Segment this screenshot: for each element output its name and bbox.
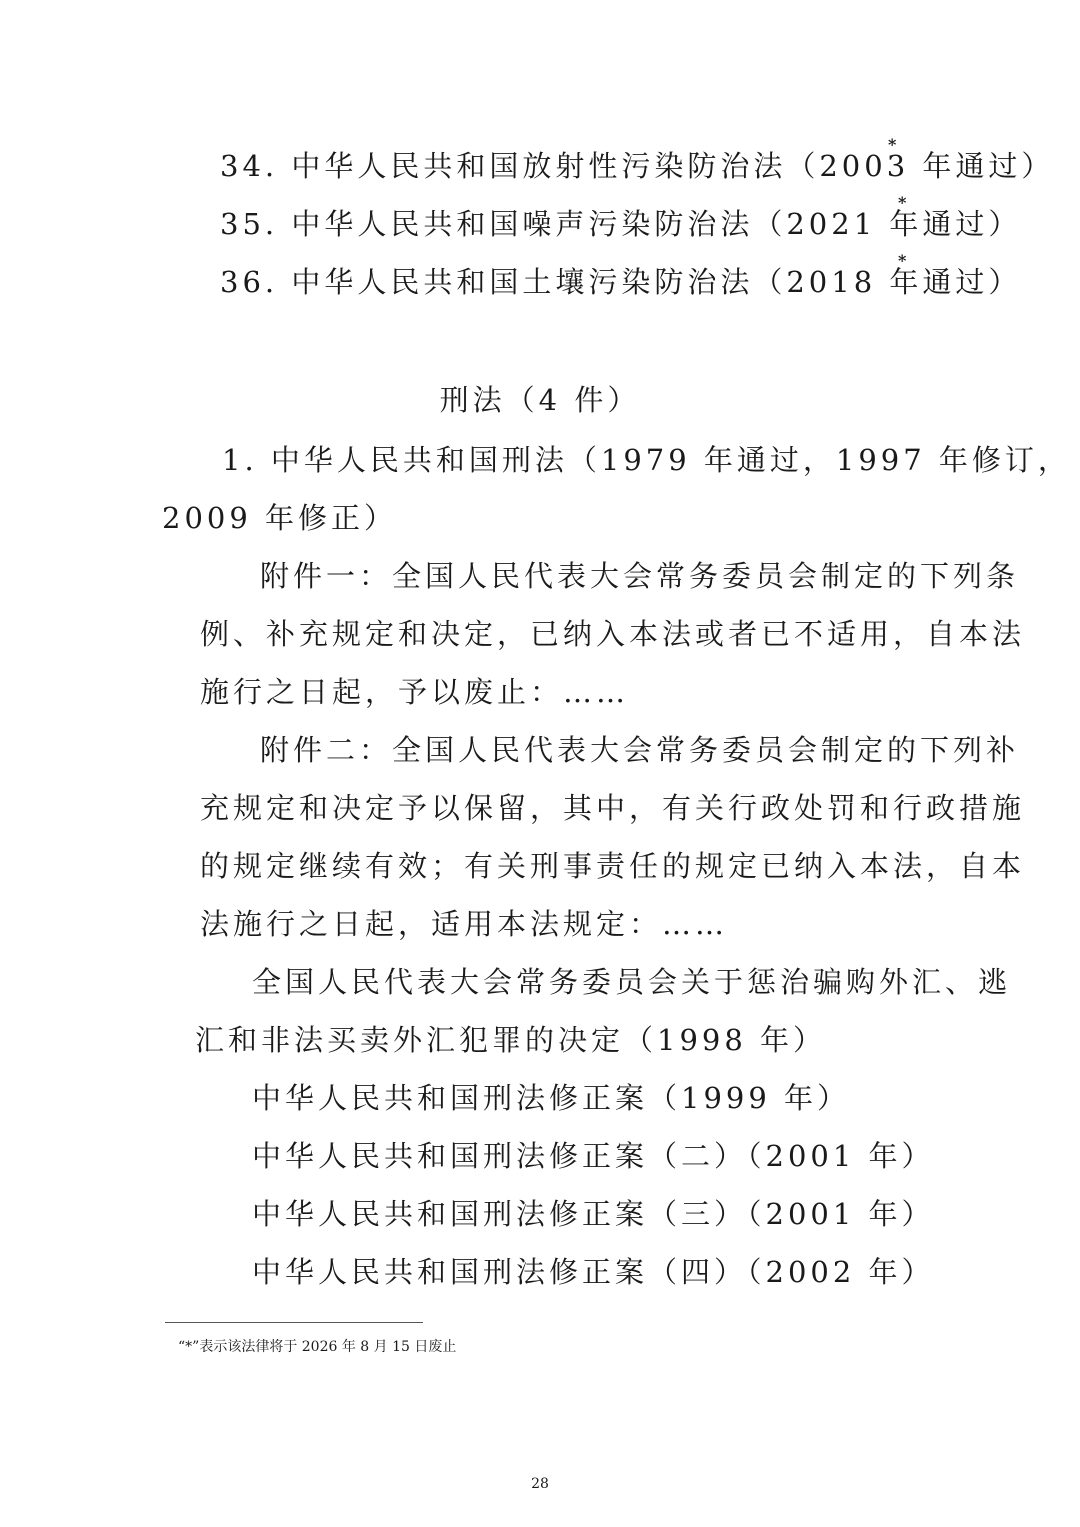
footnote-separator [165, 1322, 423, 1323]
annex-one-line: 施行之日起，予以废止：…… [200, 675, 630, 709]
section-heading: 刑法（4 件） [439, 383, 641, 417]
page-number: 28 [531, 1476, 549, 1492]
amendment-3: 中华人民共和国刑法修正案（三）（2001 年） [252, 1197, 935, 1231]
amendment-2: 中华人民共和国刑法修正案（二）（2001 年） [252, 1139, 935, 1173]
criminal-law-item-1-cont: 2009 年修正） [162, 501, 398, 535]
repeal-asterisk: * [888, 135, 897, 154]
annex-two-line: 充规定和决定予以保留，其中，有关行政处罚和行政措施 [200, 791, 1026, 825]
repeal-asterisk: * [898, 251, 907, 270]
footnote: “*”表示该法律将于 2026 年 8 月 15 日废止 [178, 1339, 457, 1355]
criminal-law-item-1: 1. 中华人民共和国刑法（1979 年通过，1997 年修订， [222, 443, 1071, 477]
law-item-35: 35. 中华人民共和国噪声污染防治法（2021 年通过） [220, 207, 1022, 241]
amendment-4: 中华人民共和国刑法修正案（四）（2002 年） [252, 1255, 935, 1289]
law-item-36: 36. 中华人民共和国土壤污染防治法（2018 年通过） [220, 265, 1022, 299]
repeal-asterisk: * [898, 193, 907, 212]
annex-two-line: 附件二：全国人民代表大会常务委员会制定的下列补 [260, 733, 1020, 767]
law-item-34: 34. 中华人民共和国放射性污染防治法（2003 年通过） [220, 149, 1055, 183]
annex-two-line: 法施行之日起，适用本法规定：…… [200, 907, 729, 941]
annex-one-line: 例、补充规定和决定，已纳入本法或者已不适用，自本法 [200, 617, 1026, 651]
annex-two-line: 的规定继续有效；有关刑事责任的规定已纳入本法，自本 [200, 849, 1026, 883]
annex-one-line: 附件一：全国人民代表大会常务委员会制定的下列条 [260, 559, 1020, 593]
amendment-1999: 中华人民共和国刑法修正案（1999 年） [252, 1081, 851, 1115]
decision-1998-line: 全国人民代表大会常务委员会关于惩治骗购外汇、逃 [252, 965, 1012, 999]
decision-1998-line: 汇和非法买卖外汇犯罪的决定（1998 年） [195, 1023, 827, 1057]
